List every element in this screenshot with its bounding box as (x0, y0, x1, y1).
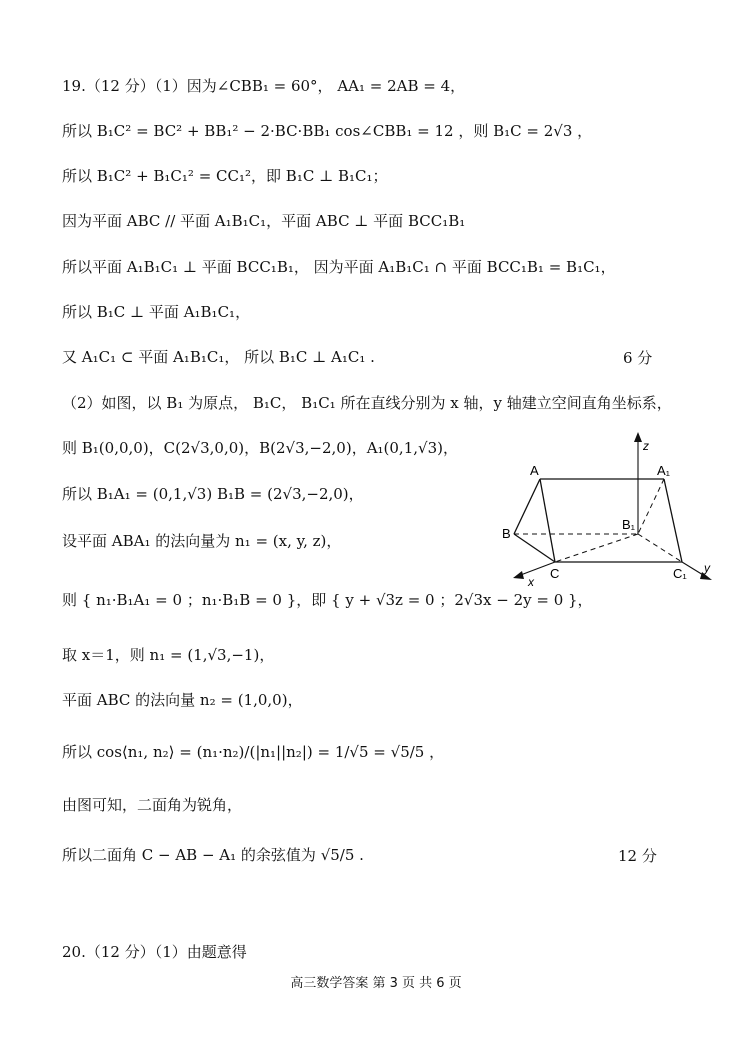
label-y: y (704, 561, 710, 575)
line-17: 所以二面角 C − AB − A₁ 的余弦值为 √5/5 . (62, 846, 364, 864)
label-z: z (643, 439, 649, 453)
line-3: 所以 B₁C² + B₁C₁² = CC₁²，即 B₁C ⊥ B₁C₁； (62, 167, 388, 185)
score-12: 12 分 (618, 847, 657, 865)
line-14: 平面 ABC 的法向量 n₂ = (1,0,0)， (62, 691, 303, 709)
edge-A1-C1 (664, 479, 682, 562)
edge-A-B (514, 479, 540, 534)
line-16: 由图可知，二面角为锐角， (62, 796, 243, 814)
line-9: 则 B₁(0,0,0)，C(2√3,0,0)，B(2√3,−2,0)，A₁(0,1,√3)， (62, 439, 458, 457)
label-A: A (530, 463, 539, 478)
line-8: （2）如图，以 B₁ 为原点， B₁C， B₁C₁ 所在直线分别为 x 轴，y 轴建立空间直角坐标系， (62, 394, 672, 412)
label-A1: A₁ (657, 463, 671, 478)
line-2: 所以 B₁C² = BC² + BB₁² − 2·BC·BB₁ cos∠CBB₁ = 12 ，则 B₁C = 2√3 ， (62, 122, 593, 140)
edge-B1-C (555, 534, 638, 562)
line-15: 所以 cos⟨n₁, n₂⟩ = (n₁·n₂)/(|n₁||n₂|) = 1/√5 = √5/5 ， (62, 743, 445, 761)
line-6: 所以 B₁C ⊥ 平面 A₁B₁C₁， (62, 303, 251, 321)
footer: 高三数学答案 第 3 页 共 6 页 (290, 976, 462, 991)
line-10: 所以 B₁A₁ = (0,1,√3) B₁B = (2√3,−2,0)， (62, 485, 364, 503)
label-C: C (550, 566, 560, 581)
line-5: 所以平面 A₁B₁C₁ ⊥ 平面 BCC₁B₁， 因为平面 A₁B₁C₁ ∩ 平面 BCC₁B₁ = B₁C₁， (62, 258, 616, 276)
x-arrow (513, 571, 524, 579)
line-1: 19.（12 分）（1）因为∠CBB₁ = 60°， AA₁ = 2AB = 4， (62, 77, 466, 95)
line-11: 设平面 ABA₁ 的法向量为 n₁ = (x, y, z)， (62, 532, 342, 550)
label-x: x (528, 575, 534, 589)
edge-B-C (514, 534, 555, 562)
label-B1: B₁ (622, 517, 636, 532)
line-7: 又 A₁C₁ ⊂ 平面 A₁B₁C₁， 所以 B₁C ⊥ A₁C₁ . (62, 348, 375, 366)
line-12: 则 { n₁·B₁A₁ = 0 ；n₁·B₁B = 0 }，即 { y + √3z = 0 ；2√3x − 2y = 0 }， (62, 591, 593, 609)
label-B: B (502, 526, 511, 541)
z-arrow (634, 432, 642, 442)
edge-A1-B1 (638, 479, 664, 534)
line-4: 因为平面 ABC // 平面 A₁B₁C₁，平面 ABC ⊥ 平面 BCC₁B₁ (62, 212, 466, 230)
prism-figure (492, 428, 722, 593)
edge-B1-C1 (638, 534, 682, 562)
line-13: 取 x＝1，则 n₁ = (1,√3,−1)， (62, 646, 275, 664)
score-6: 6 分 (623, 349, 653, 367)
line-18: 20.（12 分）（1）由题意得 (62, 943, 247, 961)
edge-A-C (540, 479, 555, 562)
label-C1: C₁ (673, 566, 687, 581)
